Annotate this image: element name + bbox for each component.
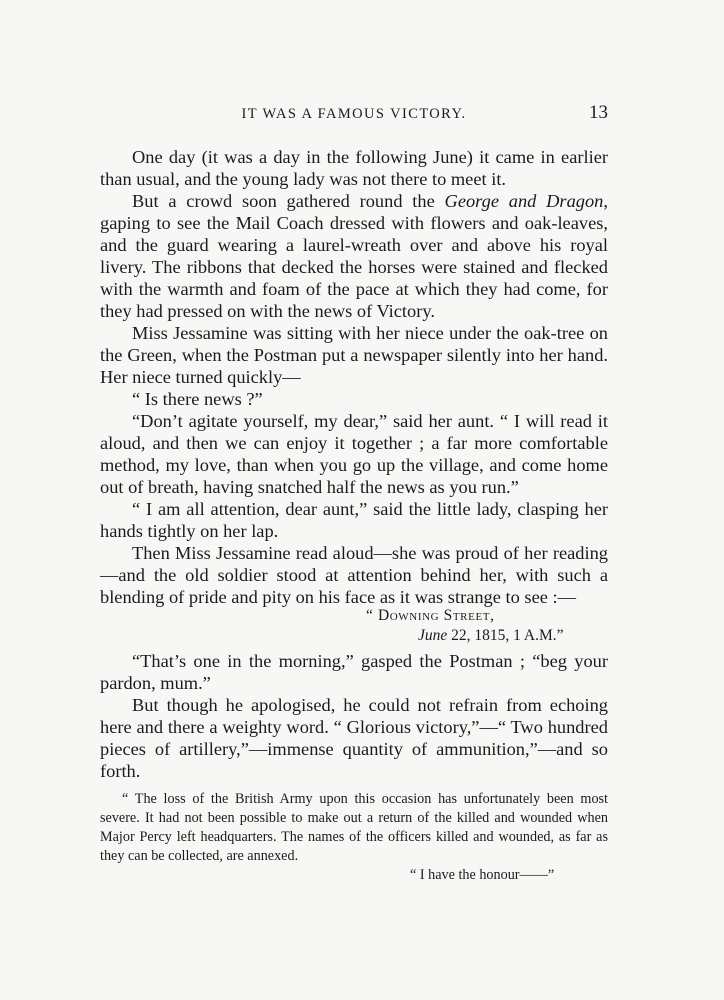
dateline-date <box>100 626 608 646</box>
dispatch-closing: “ I have the honour——” <box>410 867 555 883</box>
body-text <box>100 146 608 782</box>
page-number: 13 <box>589 102 608 123</box>
dateline-month: June <box>418 627 448 644</box>
dateline-day-time: 22, 1815, 1 A.M.” <box>447 627 564 644</box>
paragraph-9: But though he apologised, he could not refrain from echoing here and there a weighty word. “ Glorious victory,”—“ Two hundred pieces of artillery,”—immense quantity of ammunition,”—and so forth. <box>100 695 608 781</box>
paragraph-5: “Don’t agitate yourself, my dear,” said her aunt. “ I will read it aloud, and then we can enjoy it together ; a far more comfortable method, my love, than when you go up the village, and come home out of breath, having snatched half the news as you run.” <box>100 411 608 497</box>
paragraph-2-start: But a crowd soon gathered round the <box>132 191 445 211</box>
dateline-place: “ Downing Street, <box>366 607 495 624</box>
paragraph-2-end: , gaping to see the Mail Coach dressed with flowers and oak-leaves, and the guard wearing a laurel-wreath over and above his royal livery. The ribbons that decked the horses were stained and flecked with the warmth and foam of the pace at which they had come, for they had pressed on with the news of Victory. <box>100 191 608 321</box>
paragraph-6: “ I am all attention, dear aunt,” said the little lady, clasping her hands tightly on her lap. <box>100 499 608 541</box>
paragraph-1: One day (it was a day in the following June) it came in earlier than usual, and the young lady was not there to meet it. <box>100 147 608 189</box>
dispatch-dateline <box>100 606 608 646</box>
paragraph-7: Then Miss Jessamine read aloud—she was proud of her reading—and the old soldier stood at attention behind her, with such a blending of pride and pity on his face as it was strange to see :— <box>100 543 608 607</box>
book-page <box>100 100 608 885</box>
running-head-title: IT WAS A FAMOUS VICTORY. <box>241 106 467 122</box>
inn-name: George and Dragon <box>444 191 604 211</box>
running-head <box>100 100 608 128</box>
paragraph-2 <box>100 190 608 322</box>
paragraph-4: “ Is there news ?” <box>132 389 263 409</box>
dispatch-quote <box>100 790 608 885</box>
paragraph-3: Miss Jessamine was sitting with her niece under the oak-tree on the Green, when the Postman put a newspaper silently into her hand. Her niece turned quickly— <box>100 323 608 387</box>
paragraph-8: “That’s one in the morning,” gasped the Postman ; “beg your pardon, mum.” <box>100 651 608 693</box>
dispatch-quote-text: “ The loss of the British Army upon this occasion has unfortunately been most severe. It had not been possible to make out a return of the killed and wounded when Major Percy left headquarters. The names of the officers killed and wounded, as far as they can be collected, are annexed. <box>100 791 608 864</box>
